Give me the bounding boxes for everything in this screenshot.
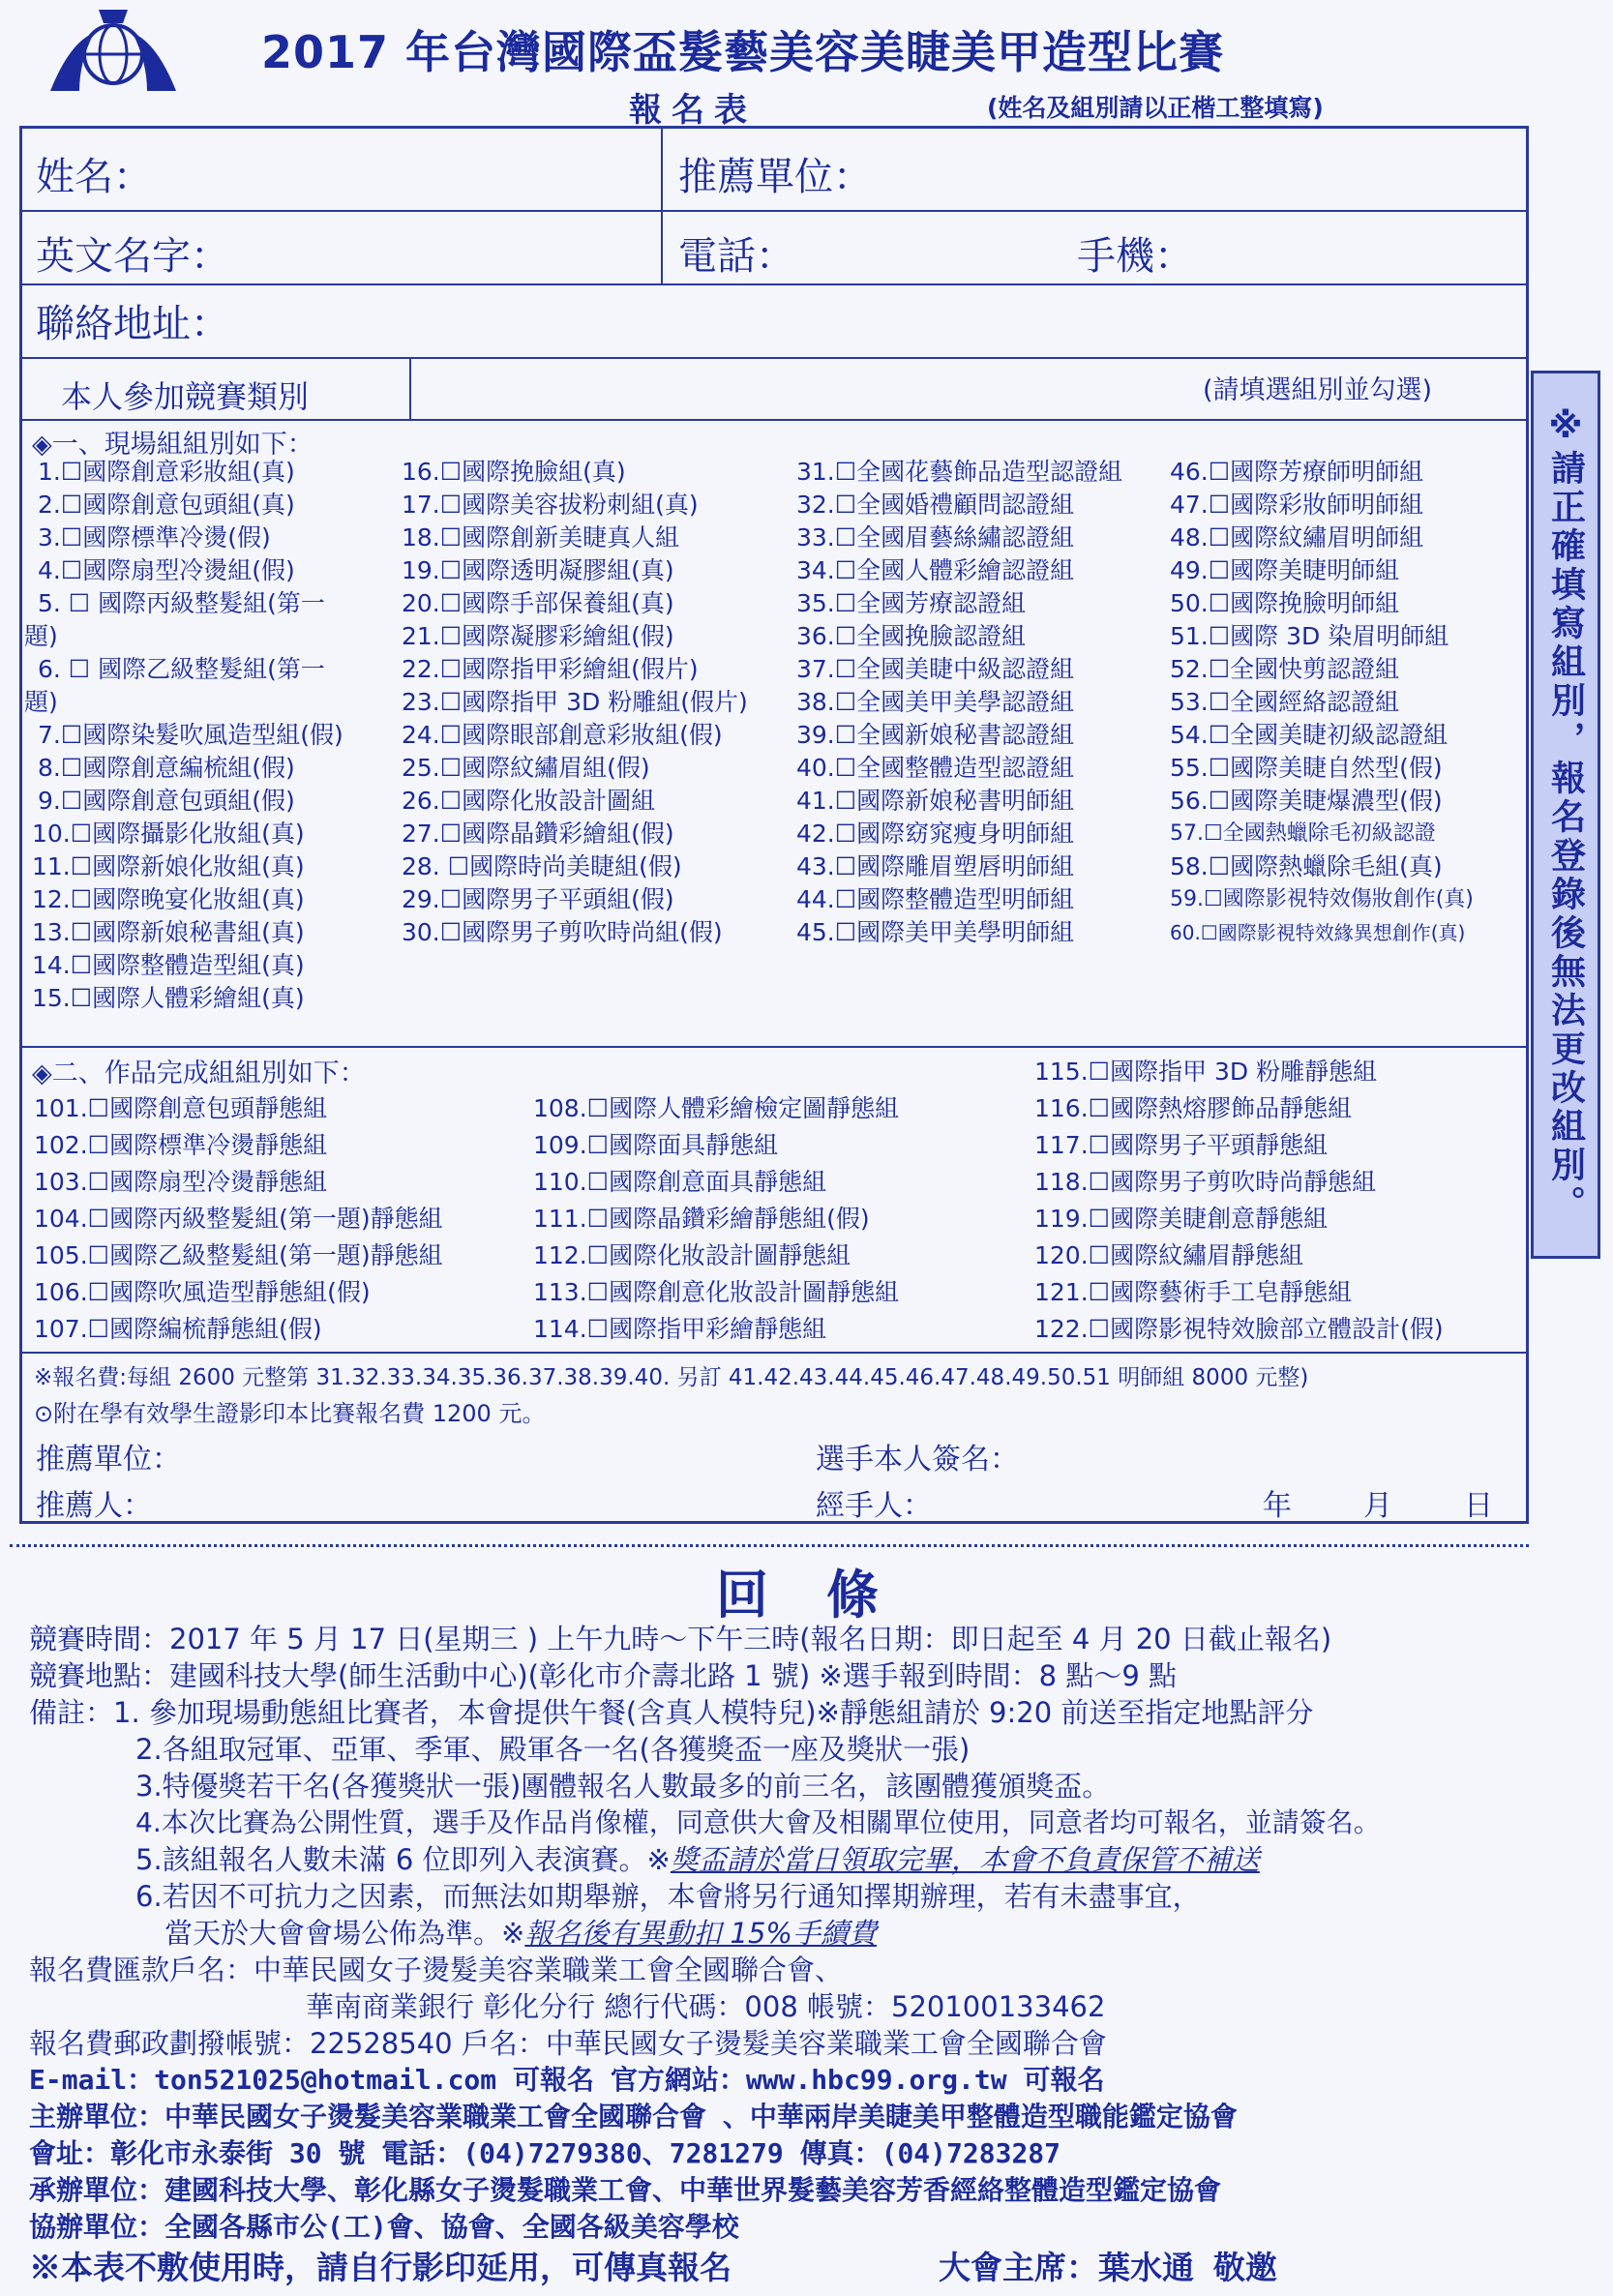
category-item[interactable]: 3.☐國際標準冷燙(假) xyxy=(38,523,271,552)
category-item[interactable]: 27.☐國際晶鑽彩繪組(假) xyxy=(402,820,674,848)
postal-account: 報名費郵政劃撥帳號：22528540 戶名：中華民國女子燙髮美容業職業工會全國聯合會 xyxy=(29,2027,1107,2060)
category-item[interactable]: 49.☐國際美睫明師組 xyxy=(1170,556,1400,584)
category-item[interactable]: 34.☐全國人體彩繪認證組 xyxy=(796,556,1075,584)
category-item[interactable]: 41.☐國際新娘秘書明師組 xyxy=(796,787,1075,815)
recommender-unit-sign[interactable]: 推薦單位： xyxy=(36,1443,181,1476)
category-item[interactable]: 39.☐全國新娘秘書認證組 xyxy=(796,721,1075,749)
category-item[interactable]: 55.☐國際美睫自然型(假) xyxy=(1170,754,1443,782)
host-units: 主辦單位：中華民國女子燙髮美容業職業工會全國聯合會 、中華兩岸美睫美甲整體造型職能鑑定協會 xyxy=(29,2101,1238,2132)
category-item[interactable]: 104.☐國際丙級整髮組(第一題)靜態組 xyxy=(34,1205,443,1233)
remark-1: 備註：1. 參加現場動態組比賽者，本會提供午餐(含真人模特兒)※靜態組請於 9:20 前送至指定地點評分 xyxy=(29,1696,1314,1729)
category-hint: (請填選組別並勾選) xyxy=(1203,375,1433,405)
category-item[interactable]: 59.☐國際影視特效傷妝創作(真) xyxy=(1170,887,1474,911)
category-item[interactable]: 1.☐國際創意彩妝組(真) xyxy=(38,458,295,486)
category-item[interactable]: 9.☐國際創意包頭組(假) xyxy=(38,787,295,815)
category-item[interactable]: 119.☐國際美睫創意靜態組 xyxy=(1034,1205,1329,1233)
category-item[interactable]: 106.☐國際吹風造型靜態組(假) xyxy=(34,1278,371,1306)
name-field[interactable]: 姓名： xyxy=(36,155,152,199)
category-label: 本人參加競賽類別 xyxy=(61,378,310,415)
remark-6: 6.若因不可抗力之因素，而無法如期舉辦，本會將另行通知擇期辦理，若有未盡事宜， xyxy=(135,1880,1201,1913)
category-item[interactable]: 31.☐全國花藝飾品造型認證組 xyxy=(796,458,1123,486)
handler-sign[interactable]: 經手人： xyxy=(816,1489,932,1523)
category-item[interactable]: 21.☐國際凝膠彩繪組(假) xyxy=(402,622,674,650)
category-item[interactable]: 33.☐全國眉藝絲繡認證組 xyxy=(796,523,1075,552)
category-item[interactable]: 47.☐國際彩妝師明師組 xyxy=(1170,491,1424,519)
category-item[interactable]: 25.☐國際紋繡眉組(假) xyxy=(402,754,650,782)
category-item[interactable]: 45.☐國際美甲美學明師組 xyxy=(796,918,1075,946)
category-item[interactable]: 42.☐國際窈窕瘦身明師組 xyxy=(796,820,1075,848)
category-item[interactable]: 102.☐國際標準冷燙靜態組 xyxy=(34,1131,328,1159)
side-warning-note: ※請正確填寫組別，報名登錄後無法更改組別。 xyxy=(1531,371,1600,1259)
remark-6-emphasis: 報名後有異動扣 15%手續費 xyxy=(524,1917,877,1950)
category-item[interactable]: 15.☐國際人體彩繪組(真) xyxy=(32,984,305,1012)
remark-3: 3.特優獎若干名(各獲獎狀一張)團體報名人數最多的前三名，該團體獲頒獎盃。 xyxy=(135,1770,1111,1803)
category-item[interactable]: 40.☐全國整體造型認證組 xyxy=(796,754,1075,782)
category-item[interactable]: 20.☐國際手部保養組(真) xyxy=(402,589,674,617)
category-item[interactable]: 52.☐全國快剪認證組 xyxy=(1170,655,1400,683)
category-item[interactable]: 43.☐國際雕眉塑唇明師組 xyxy=(796,852,1075,880)
category-item[interactable]: 44.☐國際整體造型明師組 xyxy=(796,885,1075,913)
page-title: 2017 年台灣國際盃髮藝美容美睫美甲造型比賽 xyxy=(261,26,1225,78)
fee-text: ※報名費:每組 2600 元整第 31.32.33.34.35.36.37.38.39.40. 另訂 41.42.43.44.45.46.47.48.49.50.51 明師組 8000 元整) xyxy=(34,1365,1309,1390)
section2-heading: ◈二、作品完成組組別如下： xyxy=(32,1059,366,1088)
category-item[interactable]: 57.☐全國熱蠟除毛初級認證 xyxy=(1170,821,1436,846)
category-item[interactable]: 58.☐國際熱蠟除毛組(真) xyxy=(1170,852,1443,880)
category-item[interactable]: 51.☐國際 3D 染眉明師組 xyxy=(1170,622,1449,650)
category-item[interactable]: 112.☐國際化妝設計圖靜態組 xyxy=(533,1241,851,1269)
contact-email: E-mail：ton521025@hotmail.com 可報名 官方網站：www.hbc99.org.tw 可報名 xyxy=(29,2064,1105,2096)
category-item[interactable]: 48.☐國際紋繡眉明師組 xyxy=(1170,523,1424,552)
category-item[interactable]: 7.☐國際染髮吹風造型組(假) xyxy=(38,721,344,749)
category-item[interactable]: 2.☐國際創意包頭組(真) xyxy=(38,491,295,519)
category-item[interactable]: 53.☐全國經絡認證組 xyxy=(1170,688,1400,716)
category-item: 題) xyxy=(24,688,58,716)
category-item[interactable]: 56.☐國際美睫爆濃型(假) xyxy=(1170,787,1443,815)
category-item[interactable]: 107.☐國際編梳靜態組(假) xyxy=(34,1315,322,1343)
category-item[interactable]: 32.☐全國婚禮顧問認證組 xyxy=(796,491,1075,519)
reply-title: 回條 xyxy=(716,1565,937,1625)
category-item[interactable]: 117.☐國際男子平頭靜態組 xyxy=(1034,1131,1329,1159)
date-day[interactable]: 日 xyxy=(1464,1489,1493,1523)
category-item[interactable]: 122.☐國際影視特效臉部立體設計(假) xyxy=(1034,1315,1444,1343)
category-item[interactable]: 38.☐全國美甲美學認證組 xyxy=(796,688,1075,716)
category-item[interactable]: 37.☐全國美睫中級認證組 xyxy=(796,655,1075,683)
category-item[interactable]: 35.☐全國芳療認證組 xyxy=(796,589,1027,617)
category-item[interactable]: 10.☐國際攝影化妝組(真) xyxy=(32,820,305,848)
category-item[interactable]: 24.☐國際眼部創意彩妝組(假) xyxy=(402,721,723,749)
category-item[interactable]: 17.☐國際美容拔粉刺組(真) xyxy=(402,491,699,519)
remark-5-text: 5.該組報名人數未滿 6 位即列入表演賽。※ xyxy=(135,1843,671,1876)
category-item[interactable]: 29.☐國際男子平頭組(假) xyxy=(402,885,674,913)
category-item[interactable]: 12.☐國際晚宴化妝組(真) xyxy=(32,885,305,913)
category-item[interactable]: 120.☐國際紋繡眉靜態組 xyxy=(1034,1241,1304,1269)
category-item[interactable]: 111.☐國際晶鑽彩繪靜態組(假) xyxy=(533,1205,870,1233)
category-item[interactable]: 110.☐國際創意面具靜態組 xyxy=(533,1168,827,1196)
category-item[interactable]: 28. ☐國際時尚美睫組(假) xyxy=(402,852,682,880)
recommender-sign[interactable]: 推薦人： xyxy=(36,1489,152,1523)
chairman-signature: 大會主席：葉水通 敬邀 xyxy=(939,2249,1277,2286)
organizer-units: 承辦單位：建國科技大學、彰化縣女子燙髮職業工會、中華世界髮藝美容芳香經絡整體造型鑑定協會 xyxy=(29,2174,1222,2206)
category-item[interactable]: 109.☐國際面具靜態組 xyxy=(533,1131,779,1159)
competition-time: 競賽時間：2017 年 5 月 17 日(星期三 ) 上午九時～下午三時(報名日期：即日起至 4 月 20 日截止報名) xyxy=(29,1623,1332,1655)
category-item[interactable]: 8.☐國際創意編梳組(假) xyxy=(38,754,295,782)
category-item[interactable]: 26.☐國際化妝設計圖組 xyxy=(402,787,656,815)
category-item[interactable]: 22.☐國際指甲彩繪組(假片) xyxy=(402,655,699,683)
phone-field[interactable]: 電話： xyxy=(678,234,794,279)
category-item[interactable]: 23.☐國際指甲 3D 粉雕組(假片) xyxy=(402,688,748,716)
form-subtitle: 報名表 xyxy=(629,91,757,130)
category-item[interactable]: 121.☐國際藝術手工皂靜態組 xyxy=(1034,1278,1353,1306)
category-item[interactable]: 11.☐國際新娘化妝組(真) xyxy=(32,852,305,880)
category-item[interactable]: 113.☐國際創意化妝設計圖靜態組 xyxy=(533,1278,900,1306)
co-organizer-units: 協辦單位：全國各縣市公(工)會、協會、全國各級美容學校 xyxy=(29,2211,739,2243)
student-fee-text: ⊙附在學有效學生證影印本比賽報名費 1200 元。 xyxy=(34,1400,546,1427)
category-item[interactable]: 19.☐國際透明凝膠組(真) xyxy=(402,556,674,584)
category-item: 題) xyxy=(24,622,58,650)
category-item[interactable]: 114.☐國際指甲彩繪靜態組 xyxy=(533,1315,827,1343)
date-year[interactable]: 年 xyxy=(1263,1489,1292,1523)
section1-heading: ◈一、現場組組別如下： xyxy=(32,430,314,460)
mobile-field[interactable]: 手機： xyxy=(1077,234,1193,279)
category-item[interactable]: 14.☐國際整體造型組(真) xyxy=(32,951,305,979)
remark-5-emphasis: 獎盃請於當日領取完畢，本會不負責保管不補送 xyxy=(670,1843,1260,1876)
category-item[interactable]: 54.☐全國美睫初級認證組 xyxy=(1170,721,1449,749)
category-item[interactable]: 50.☐國際挽臉明師組 xyxy=(1170,589,1400,617)
recommender-unit-field[interactable]: 推薦單位： xyxy=(678,155,872,199)
office-address: 會址：彰化市永泰街 30 號 電話：(04)7279380、7281279 傳真：(04)7283287 xyxy=(29,2137,1061,2169)
category-item[interactable]: 116.☐國際熱熔膠飾品靜態組 xyxy=(1034,1094,1353,1122)
bank-account-name: 報名費匯款戶名：中華民國女子燙髮美容業職業工會全國聯合會、 xyxy=(29,1953,844,1986)
category-item[interactable]: 30.☐國際男子剪吹時尚組(假) xyxy=(402,918,723,946)
category-item[interactable]: 6. ☐ 國際乙級整髮組(第一 xyxy=(38,655,325,683)
remark-4: 4.本次比賽為公開性質，選手及作品肖像權，同意供大會及相關單位使用，同意者均可報名，並請簽名。 xyxy=(135,1806,1381,1838)
association-logo-icon xyxy=(41,4,186,97)
cut-line xyxy=(10,1544,1529,1547)
date-month[interactable]: 月 xyxy=(1363,1489,1392,1523)
remark-5 xyxy=(135,1838,1260,1878)
player-sign-field[interactable]: 選手本人簽名： xyxy=(816,1443,1019,1476)
form-note: (姓名及組別請以正楷工整填寫) xyxy=(987,94,1324,122)
category-item[interactable]: 101.☐國際創意包頭靜態組 xyxy=(34,1094,328,1122)
category-item[interactable]: 5. ☐ 國際丙級整髮組(第一 xyxy=(38,589,325,617)
category-item[interactable]: 103.☐國際扇型冷燙靜態組 xyxy=(34,1168,328,1196)
registration-form xyxy=(19,126,1529,1524)
category-item[interactable]: 46.☐國際芳療師明師組 xyxy=(1170,458,1424,486)
category-item[interactable]: 13.☐國際新娘秘書組(真) xyxy=(32,918,305,946)
address-field[interactable]: 聯絡地址： xyxy=(36,302,229,346)
competition-place: 競賽地點：建國科技大學(師生活動中心)(彰化市介壽北路 1 號) ※選手報到時間：8 點～9 點 xyxy=(29,1659,1177,1692)
category-item[interactable]: 105.☐國際乙級整髮組(第一題)靜態組 xyxy=(34,1241,443,1269)
bank-details: 華南商業銀行 彰化分行 總行代碼：008 帳號：520100133462 xyxy=(306,1990,1106,2023)
remark-6-cont xyxy=(164,1912,877,1952)
category-item[interactable]: 16.☐國際挽臉組(真) xyxy=(402,458,626,486)
category-item[interactable]: 108.☐國際人體彩繪檢定圖靜態組 xyxy=(533,1094,900,1122)
remark-6b-text: 當天於大會會場公佈為準。※ xyxy=(164,1917,525,1950)
remark-2: 2.各組取冠軍、亞軍、季軍、殿軍各一名(各獲獎盃一座及獎狀一張) xyxy=(135,1733,971,1766)
final-note: ※本表不敷使用時，請自行影印延用，可傳真報名 xyxy=(29,2249,732,2286)
category-item[interactable]: 60.☐國際影視特效緣異想創作(真) xyxy=(1170,921,1466,944)
category-item[interactable]: 118.☐國際男子剪吹時尚靜態組 xyxy=(1034,1168,1377,1196)
category-item[interactable]: 4.☐國際扇型冷燙組(假) xyxy=(38,556,295,584)
category-item[interactable]: 36.☐全國挽臉認證組 xyxy=(796,622,1027,650)
category-item[interactable]: 115.☐國際指甲 3D 粉雕靜態組 xyxy=(1034,1058,1378,1086)
english-name-field[interactable]: 英文名字： xyxy=(36,234,229,279)
category-item[interactable]: 18.☐國際創新美睫真人組 xyxy=(402,523,680,552)
